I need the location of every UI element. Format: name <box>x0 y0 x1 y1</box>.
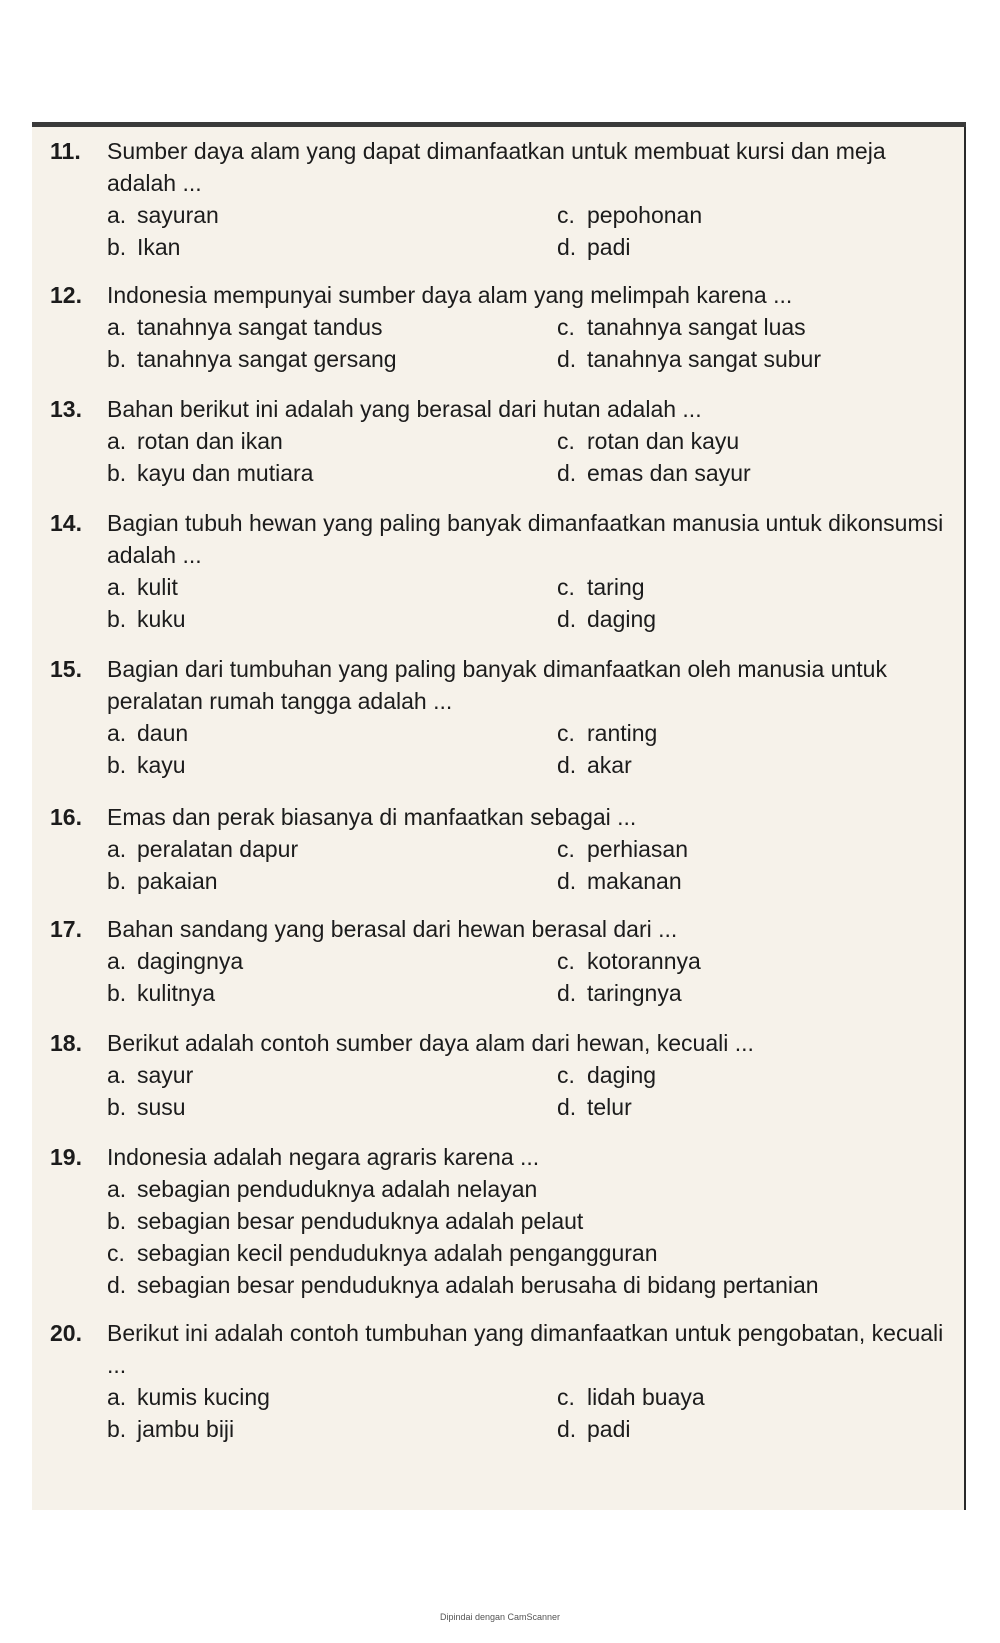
option-list <box>107 311 955 375</box>
question-sheet <box>32 122 966 1510</box>
question-text: Berikut adalah contoh sumber daya alam dari hewan, kecuali ... <box>107 1030 754 1056</box>
option-list <box>107 199 955 263</box>
option-d: d. tanahnya sangat subur <box>557 346 822 372</box>
sheet-border <box>964 127 966 1510</box>
option-b: b. tanahnya sangat gersang <box>107 346 397 372</box>
question-number: 20. <box>50 1320 82 1346</box>
question-text: Bahan sandang yang berasal dari hewan berasal dari ... <box>107 916 678 942</box>
option-list <box>107 1173 955 1301</box>
question-13 <box>50 393 955 489</box>
option-a: a. sebagian penduduknya adalah nelayan <box>107 1176 538 1202</box>
question-15 <box>50 653 955 781</box>
option-c: c. kotorannya <box>557 948 701 974</box>
question-text: Emas dan perak biasanya di manfaatkan sebagai ... <box>107 804 637 830</box>
option-b: b. Ikan <box>107 234 181 260</box>
question-text: Bagian tubuh hewan yang paling banyak dimanfaatkan manusia untuk dikonsumsi adalah ... <box>107 510 944 568</box>
scanner-watermark: Dipindai dengan CamScanner <box>439 1612 561 1622</box>
option-d: d. padi <box>557 234 631 260</box>
question-number: 12. <box>50 282 82 308</box>
option-b: b. kayu dan mutiara <box>107 460 314 486</box>
option-a: a. kumis kucing <box>107 1384 270 1410</box>
option-list <box>107 425 955 489</box>
option-a: a. peralatan dapur <box>107 836 299 862</box>
option-a: a. sayuran <box>107 202 219 228</box>
option-d: d. sebagian besar penduduknya adalah berusaha di bidang pertanian <box>107 1272 819 1298</box>
option-c: c. taring <box>557 574 645 600</box>
question-text: Bahan berikut ini adalah yang berasal dari hutan adalah ... <box>107 396 702 422</box>
question-text: Indonesia mempunyai sumber daya alam yang melimpah karena ... <box>107 282 793 308</box>
option-d: d. daging <box>557 606 657 632</box>
option-list <box>107 717 955 781</box>
question-16 <box>50 801 955 897</box>
option-list <box>107 1381 955 1445</box>
question-19 <box>50 1141 955 1301</box>
option-b: b. sebagian besar penduduknya adalah pelaut <box>107 1208 584 1234</box>
option-list <box>107 571 955 635</box>
option-b: b. kuku <box>107 606 186 632</box>
question-11 <box>50 135 955 263</box>
question-number: 17. <box>50 916 82 942</box>
option-b: b. jambu biji <box>107 1416 235 1442</box>
question-text: Berikut ini adalah contoh tumbuhan yang dimanfaatkan untuk pengobatan, kecuali ... <box>107 1320 944 1378</box>
option-c: c. pepohonan <box>557 202 703 228</box>
question-number: 18. <box>50 1030 82 1056</box>
option-list <box>107 1059 955 1123</box>
question-number: 15. <box>50 656 82 682</box>
option-d: d. akar <box>557 752 632 778</box>
option-d: d. padi <box>557 1416 631 1442</box>
option-list <box>107 833 955 897</box>
question-number: 13. <box>50 396 82 422</box>
question-17 <box>50 913 955 1009</box>
option-b: b. susu <box>107 1094 186 1120</box>
option-d: d. telur <box>557 1094 632 1120</box>
option-a: a. tanahnya sangat tandus <box>107 314 383 340</box>
question-number: 19. <box>50 1144 82 1170</box>
option-a: a. daun <box>107 720 189 746</box>
option-c: c. daging <box>557 1062 657 1088</box>
question-20 <box>50 1317 955 1445</box>
question-text: Indonesia adalah negara agraris karena ... <box>107 1144 540 1170</box>
question-text: Sumber daya alam yang dapat dimanfaatkan untuk membuat kursi dan meja adalah ... <box>107 138 886 196</box>
option-b: b. kulitnya <box>107 980 215 1006</box>
option-c: c. perhiasan <box>557 836 689 862</box>
question-number: 14. <box>50 510 82 536</box>
option-list <box>107 945 955 1009</box>
option-c: c. sebagian kecil penduduknya adalah pengangguran <box>107 1240 658 1266</box>
question-number: 11. <box>50 138 81 164</box>
option-a: a. kulit <box>107 574 178 600</box>
question-14 <box>50 507 955 635</box>
question-12 <box>50 279 955 375</box>
option-d: d. emas dan sayur <box>557 460 751 486</box>
option-b: b. pakaian <box>107 868 218 894</box>
option-a: a. sayur <box>107 1062 194 1088</box>
option-a: a. rotan dan ikan <box>107 428 283 454</box>
question-18 <box>50 1027 955 1123</box>
question-text: Bagian dari tumbuhan yang paling banyak dimanfaatkan oleh manusia untuk peralatan rumah tangga adalah ... <box>107 656 887 714</box>
option-d: d. makanan <box>557 868 682 894</box>
question-number: 16. <box>50 804 82 830</box>
option-c: c. lidah buaya <box>557 1384 705 1410</box>
option-b: b. kayu <box>107 752 186 778</box>
option-c: c. tanahnya sangat luas <box>557 314 806 340</box>
option-d: d. taringnya <box>557 980 682 1006</box>
option-c: c. ranting <box>557 720 658 746</box>
option-c: c. rotan dan kayu <box>557 428 740 454</box>
option-a: a. dagingnya <box>107 948 244 974</box>
